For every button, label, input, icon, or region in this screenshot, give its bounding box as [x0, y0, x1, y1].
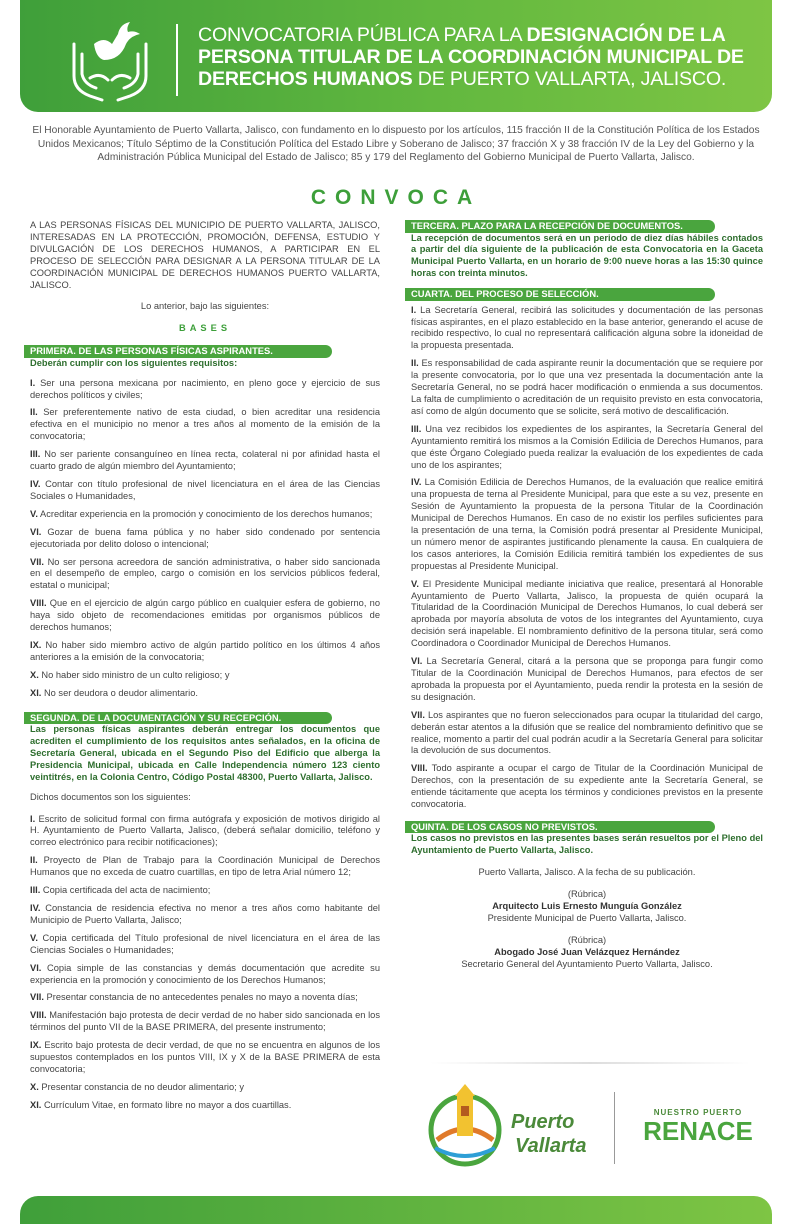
item-text: Ser preferentemente nativo de esta ciudad, o bien acreditar una residencia efectiva en el municipio no menor a tres años al momento de la emisión de la convocatoria;: [30, 407, 380, 442]
intro-paragraph: El Honorable Ayuntamiento de Puerto Vallarta, Jalisco, con fundamento en lo dispuesto por los artículos, 115 fracción II de la Constitución Política de los Estados Unidos Mexicanos; Título Séptimo de la Constitución Política del Estado Libre y Soberano de Jalisco; 37 fracción X y 38 fracción IV de la Ley del Gobierno y la Administración Pública Municipal del Estado de Jalisco; 85 y 179 del Reglamento del Gobierno Municipal de Puerto Vallarta, Jalisco.: [32, 125, 760, 163]
list-item: [30, 670, 380, 682]
bases-heading: BASES: [178, 323, 232, 334]
item-text: Acreditar experiencia en la promoción y conocimiento de los derechos humanos;: [37, 508, 373, 519]
section-primera-title: PRIMERA. DE LAS PERSONAS FÍSICAS ASPIRANTES.: [24, 345, 332, 358]
item-number: VII.: [30, 992, 44, 1003]
list-item: [30, 903, 380, 927]
fecha-text: Puerto Vallarta, Jalisco. A la fecha de su publicación.: [478, 867, 696, 878]
list-item: [30, 407, 380, 443]
item-text: Manifestación bajo protesta de decir verdad de no haber sido sancionada en los términos del punto VII de la BASE PRIMERA, del presente instrumento;: [30, 1010, 380, 1033]
item-text: Presentar constancia de no deudor alimentario; y: [38, 1081, 244, 1092]
list-item: [30, 855, 380, 879]
item-text: Escrito bajo protesta de decir verdad, de que no se encuentra en algunos de los supuestos contemplados en los puntos VIII, IX y X de la BASE PRIMERA de esta convocatoria;: [30, 1040, 380, 1074]
list-item: [30, 640, 380, 664]
item-number: V.: [411, 578, 419, 589]
item-text: Proyecto de Plan de Trabajo para la Coordinación Municipal de Derechos Humanos que no exceda de cuatro cuartillas, en tipo de letra Arial número 12;: [30, 855, 380, 878]
tercera-lead: La recepción de documentos será en un periodo de diez días hábiles contados a partir del día siguiente de la publicación de esta Convocatoria en la Gaceta Municipal Puerto Vallarta, en un horario de 9:00 nueve horas a las 15:30 quince horas con treinta minutos.: [411, 232, 763, 279]
section-tercera-title: TERCERA. PLAZO PARA LA RECEPCIÓN DE DOCUMENTOS.: [405, 220, 715, 233]
item-number: I.: [30, 813, 36, 824]
pv-logo-line1: Puerto: [511, 1111, 575, 1133]
list-item: [30, 479, 380, 503]
bottom-banner: [20, 1196, 772, 1224]
list-item: [30, 1010, 380, 1034]
item-text: La Secretaría General, recibirá las solicitudes y documentación de las personas físicas aspirantes, en el plazo establecido en la base anterior, generando el acuse de recibido respectivo, lo cual no representará calificación alguna sobre la idoneidad de la propuesta presentada.: [411, 304, 763, 351]
list-item: [411, 656, 763, 704]
item-text: Currículum Vitae, en formato libre no mayor a dos cuartillas.: [41, 1099, 292, 1110]
item-text: La Secretaría General, citará a la persona que se proponga para fungir como Titular de la Coordinación Municipal de Derechos Humanos, para efectos de ser aprobada la propuesta por el Ayuntamiento, pueda rendir la protesta en la sesión de su designación.: [411, 656, 763, 702]
item-number: VI.: [411, 656, 423, 667]
list-item: [30, 378, 380, 402]
footer-separator: [430, 1062, 750, 1064]
list-item: [30, 933, 380, 957]
convoca-heading: CONVOCA: [310, 186, 482, 209]
left-column: [30, 220, 380, 1118]
item-text: La Comisión Edilicia de Derechos Humanos, de la evaluación que realice emitirá una propuesta de terna al Presidente Municipal, para que este a su vez, presente en Sesión de Ayuntamiento la propuesta de la persona Titular de la Coordinación Municipal de Derechos Humanos. En caso de no existir los perfiles suficientes para la presentación de una terna, la Comisión podrá presentar al Presidente Municipal, un número menor de aspirantes justificando plenamente la causa. En cualquiera de los casos anteriores, la Comisión Edilicia remitirá también los expedientes de sus propuestas al Presidente Municipal.: [411, 477, 763, 571]
item-number: IV.: [30, 902, 41, 913]
item-text: Escrito de solicitud formal con firma autógrafa y exposición de motivos dirigido al H. Ayuntamiento de Puerto Vallarta, Jalisco, (deberá señalar domicilio, teléfono y correo electrónico para recibir notificaciones);: [30, 813, 380, 848]
quinta-lead: Los casos no previstos en las presentes bases serán resueltos por el Pleno del Ayuntamiento de Puerto Vallarta, Jalisco.: [411, 833, 763, 856]
sign2-rubrica: (Rúbrica): [567, 934, 607, 945]
item-text: Ser una persona mexicana por nacimiento, en pleno goce y ejercicio de sus derechos políticos y civiles;: [30, 377, 380, 400]
list-item: [30, 1082, 380, 1094]
item-number: V.: [30, 508, 38, 519]
item-number: V.: [30, 932, 38, 943]
item-text: Es responsabilidad de cada aspirante reunir la documentación que se requiere por la presente convocatoria, por lo que una vez presentada la documentación ante la Secretaría General, no se podrá hacer modificación o enmienda a sus documentos. La falta de cumplimiento o acreditación de un requisito previsto en esta convocatoria, así como de algún documento que se solicite, será motivo de descalificación.: [411, 358, 763, 416]
item-number: VII.: [411, 709, 425, 720]
item-text: Copia certificada del Título profesional de nivel licenciatura en el área de las Ciencias Sociales o Humanidades;: [30, 932, 380, 955]
item-number: VII.: [30, 556, 44, 567]
item-text: Todo aspirante a ocupar el cargo de Titular de la Coordinación Municipal de Derechos, con la presentación de su expediente ante la Secretaría General, se entiende tácitamente que acepta los términos y condiciones previstos en la presente convocatoria.: [411, 763, 763, 810]
list-item: [411, 763, 763, 811]
item-number: IV.: [411, 477, 422, 488]
page-title: CONVOCATORIA PÚBLICA PARA LA DESIGNACIÓN DE LA PERSONA TITULAR DE LA COORDINACIÓN MUNICIPAL DE DERECHOS HUMANOS DE PUERTO VALLARTA, JALISCO.: [198, 24, 744, 90]
item-number: III.: [30, 885, 41, 896]
item-text: Que en el ejercicio de algún cargo público en cualquier esfera de gobierno, no haya sido objeto de recomendaciones emitidas por organismos públicos de derechos humanos;: [30, 598, 380, 633]
list-item: [30, 449, 380, 473]
pv-logo-line2: Vallarta: [515, 1135, 587, 1157]
list-item: [30, 963, 380, 987]
anterior-text: Lo anterior, bajo las siguientes:: [140, 301, 270, 312]
item-text: No ser pariente consanguíneo en línea recta, colateral ni por afinidad hasta el cuarto grado de algún miembro del Ayuntamiento;: [30, 449, 380, 472]
segunda-list: [30, 814, 380, 1112]
list-item: [30, 1100, 380, 1112]
item-number: IX.: [30, 1040, 42, 1051]
segunda-lead: Las personas físicas aspirantes deberán entregar los documentos que acrediten el cumplimiento de los requisitos antes señalados, en la oficina de Secretaría General, ubicada en el Segundo Piso del Edificio que alberga la Presidencia Municipal, ubicada en Calle Independencia número 123 ciento veintitrés, en la Colonia Centro, Código Postal 48300, Puerto Vallarta, Jalisco.: [30, 724, 380, 782]
sign1-role: Presidente Municipal de Puerto Vallarta, Jalisco.: [487, 913, 687, 923]
list-item: [30, 814, 380, 850]
section-segunda-title: SEGUNDA. DE LA DOCUMENTACIÓN Y SU RECEPCIÓN.: [24, 712, 332, 725]
list-item: [30, 992, 380, 1004]
puerto-vallarta-logo: [423, 1078, 603, 1178]
item-number: I.: [411, 304, 417, 315]
item-text: Constancia de residencia efectiva no menor a tres años como habitante del Municipio de Puerto Vallarta, Jalisco;: [30, 902, 380, 925]
list-item: [411, 424, 763, 472]
list-item: [411, 477, 763, 572]
sign1-rubrica: (Rúbrica): [567, 889, 607, 900]
item-number: VIII.: [30, 1010, 47, 1021]
item-number: II.: [30, 407, 38, 418]
list-item: [30, 598, 380, 634]
list-item: [30, 527, 380, 551]
item-number: II.: [30, 855, 38, 866]
audience-text: A LAS PERSONAS FÍSICAS DEL MUNICIPIO DE PUERTO VALLARTA, JALISCO, INTERESADAS EN LA PROTECCIÓN, PROMOCIÓN, DEFENSA, ESTUDIO Y DIVULGACIÓN DE LOS DERECHOS HUMANOS, A PARTICIPAR EN EL PROCESO DE SELECCIÓN PARA DESIGNAR A LA PERSONA TITULAR DE LA COORDINACIÓN MUNICIPAL DE DERECHOS HUMANOS PUERTO VALLARTA, JALISCO.: [30, 220, 380, 290]
item-number: XI.: [30, 1099, 42, 1110]
item-text: El Presidente Municipal mediante iniciativa que realice, presentará al Honorable Ayuntamiento de Puerto Vallarta, Jalisco, la propuesta de quién ocupará la Titularidad de la Coordinación Municipal de Derechos Humanos, lo cual deberá ser aprobada por mayoría absoluta de votos de los integrantes del Ayuntamiento, cuya decisión será inapelable. El nombramiento definitivo de la persona titular, será como Coordinadora o Coordinador Municipal de Derechos Humanos.: [411, 578, 763, 649]
item-text: Los aspirantes que no fueron seleccionados para ocupar la titularidad del cargo, deberán estar atentos a la difusión que se realice del nombramiento definitivo que se realice, momento a partir del cual podrán acudir a la Secretaría General para solicitar la devolución de sus documentos.: [411, 709, 763, 756]
item-text: No haber sido miembro activo de algún partido político en los últimos 4 años anteriores a la emisión de la convocatoria;: [30, 639, 380, 662]
item-number: III.: [30, 449, 41, 460]
item-text: Gozar de buena fama pública y no haber sido condenado por sentencia ejecutoriada por delito doloso o intencional;: [30, 526, 380, 549]
item-text: Copia certificada del acta de nacimiento;: [40, 885, 211, 896]
item-number: VIII.: [411, 763, 428, 774]
item-number: VI.: [30, 962, 42, 973]
item-text: No ser deudora o deudor alimentario.: [41, 687, 198, 698]
item-number: XI.: [30, 687, 42, 698]
list-item: [411, 710, 763, 758]
sign2-name: Abogado José Juan Velázquez Hernández: [494, 946, 680, 957]
cuarta-list: [411, 305, 763, 811]
item-text: No ser persona acreedora de sanción administrativa, o haber sido sancionada en el desempeño de empleo, cargo o comisión en los servicios públicos federal, estatal o municipal;: [30, 556, 380, 591]
dove-hands-icon: [60, 14, 160, 102]
header-divider: [176, 24, 178, 96]
renace-main-text: RENACE: [643, 1116, 753, 1146]
list-item: [411, 358, 763, 418]
list-item: [411, 305, 763, 353]
item-number: VI.: [30, 526, 42, 537]
list-item: [30, 885, 380, 897]
item-number: X.: [30, 669, 39, 680]
renace-top-text: NUESTRO PUERTO: [653, 1108, 743, 1117]
item-text: Presentar constancia de no antecedentes penales no mayo a noventa días;: [43, 992, 358, 1003]
item-number: III.: [411, 423, 422, 434]
primera-lead: Deberán cumplir con los siguientes requisitos:: [30, 357, 238, 368]
section-quinta-title: QUINTA. DE LOS CASOS NO PREVISTOS.: [405, 821, 715, 834]
primera-list: [30, 378, 380, 700]
item-text: Una vez recibidos los expedientes de los aspirantes, la Secretaría General del Ayuntamiento remitirá los mismos a la Comisión Edilicia de Derechos Humanos, para que éste Órgano Colegiado pueda realizar la evaluación de los expedientes de cada uno de los aspirantes;: [411, 423, 763, 470]
item-text: Contar con título profesional de nivel licenciatura en el área de las Ciencias Sociales o Humanidades,: [30, 479, 380, 501]
item-text: Copia simple de las constancias y demás documentación que acredite su experiencia en la promoción y conocimiento de los Derechos Humanos;: [30, 962, 380, 985]
sign1-name: Arquitecto Luis Ernesto Munguía González: [492, 901, 682, 912]
right-column: [411, 220, 763, 971]
section-cuarta-title: CUARTA. DEL PROCESO DE SELECCIÓN.: [405, 288, 715, 301]
dichos-text: Dichos documentos son los siguientes:: [30, 791, 191, 802]
item-number: I.: [30, 377, 36, 388]
list-item: [30, 509, 380, 521]
item-number: IX.: [30, 639, 42, 650]
item-number: X.: [30, 1081, 39, 1092]
list-item: [30, 688, 380, 700]
item-number: II.: [411, 358, 419, 369]
item-number: VIII.: [30, 598, 47, 609]
list-item: [30, 1040, 380, 1076]
item-number: IV.: [30, 479, 41, 489]
item-text: No haber sido ministro de un culto religioso; y: [38, 669, 230, 680]
list-item: [411, 579, 763, 650]
list-item: [30, 557, 380, 593]
renace-logo: [638, 1108, 758, 1145]
footer-divider: [614, 1092, 615, 1164]
sign2-role: Secretario General del Ayuntamiento Puerto Vallarta, Jalisco.: [461, 958, 713, 969]
header-banner: [20, 0, 772, 112]
